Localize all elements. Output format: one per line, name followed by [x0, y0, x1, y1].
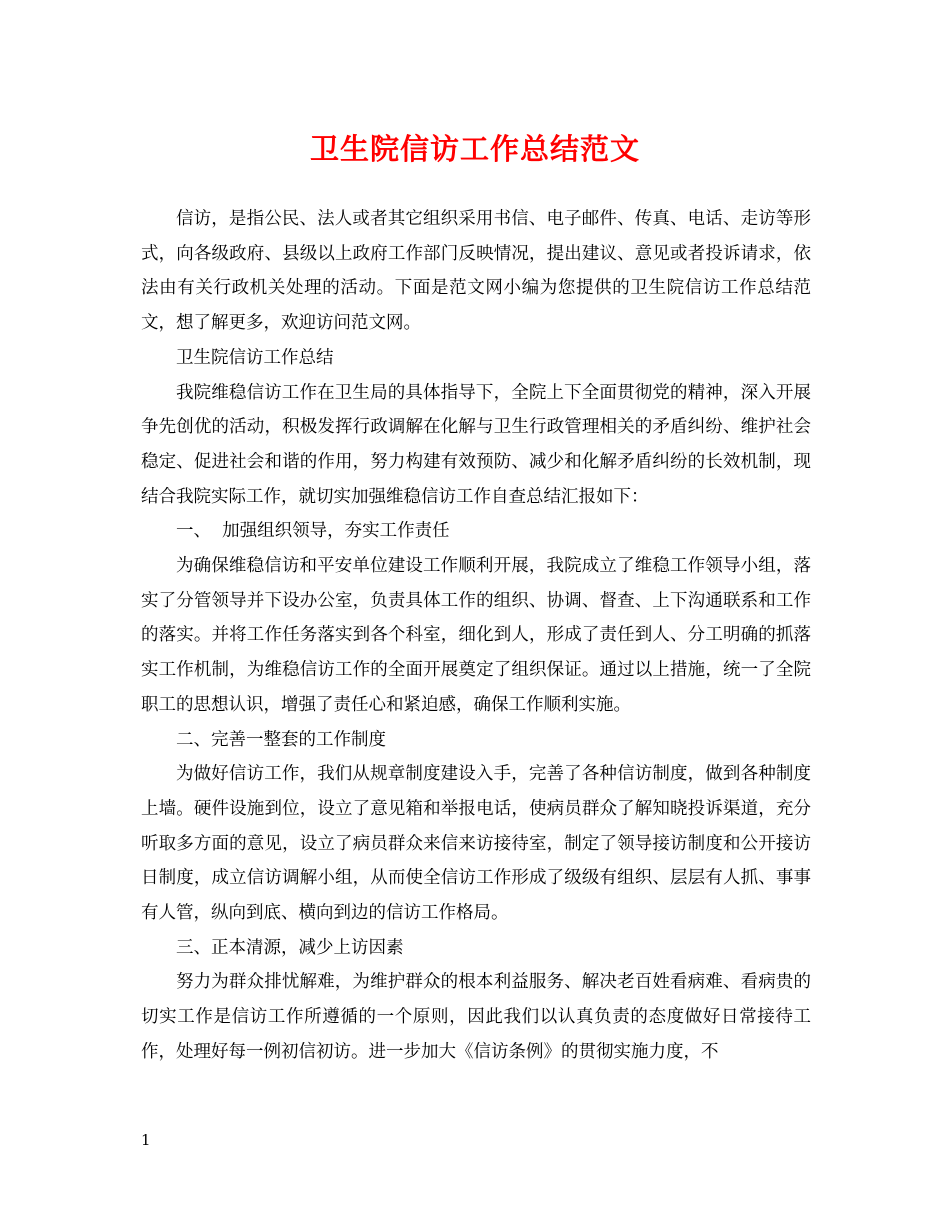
- paragraph-section-3: 努力为群众排忧解难，为维护群众的根本利益服务、解决老百姓看病难、看病贵的切实工作是信访工作所遵循的一个原则，因此我们以认真负责的态度做好日常接待工作，处理好每一例初信初访。进一步加大《信访条例》的贯彻实施力度，不: [141, 972, 811, 1062]
- section-heading-2: 二、完善一整套的工作制度: [176, 729, 386, 750]
- section-heading-3: 三、正本清源，减少上访因素: [176, 937, 404, 958]
- document-title: 卫生院信访工作总结范文: [309, 132, 640, 166]
- page-number: 1: [141, 1131, 151, 1149]
- paragraph-section-1: 为确保维稳信访和平安单位建设工作顺利开展，我院成立了维稳工作领导小组，落实了分管领导并下设办公室，负责具体工作的组织、协调、督查、上下沟通联系和工作的落实。并将工作任务落实到各个科室，细化到人，形成了责任到人、分工明确的抓落实工作机制，为维稳信访工作的全面开展奠定了组织保证。通过以上措施，统一了全院职工的思想认识，增强了责任心和紧迫感，确保工作顺利实施。: [141, 556, 811, 715]
- document-body: [141, 202, 811, 1070]
- paragraph-intro: 信访，是指公民、法人或者其它组织采用书信、电子邮件、传真、电话、走访等形式，向各级政府、县级以上政府工作部门反映情况，提出建议、意见或者投诉请求，依法由有关行政机关处理的活动。下面是范文网小编为您提供的卫生院信访工作总结范文，想了解更多，欢迎访问范文网。: [141, 209, 811, 334]
- paragraph-heading: 卫生院信访工作总结: [176, 347, 334, 368]
- paragraph-section-2: 为做好信访工作，我们从规章制度建设入手，完善了各种信访制度，做到各种制度上墙。硬件设施到位，设立了意见箱和举报电话，使病员群众了解知晓投诉渠道，充分听取多方面的意见，设立了病员群众来信来访接待室，制定了领导接访制度和公开接访日制度，成立信访调解小组，从而使全信访工作形成了级级有组织、层层有人抓、事事有人管，纵向到底、横向到边的信访工作格局。: [141, 764, 811, 924]
- paragraph-overview: 我院维稳信访工作在卫生局的具体指导下，全院上下全面贯彻党的精神，深入开展争先创优的活动，积极发挥行政调解在化解与卫生行政管理相关的矛盾纠纷、维护社会稳定、促进社会和谐的作用，努力构建有效预防、减少和化解矛盾纠纷的长效机制，现结合我院实际工作，就切实加强维稳信访工作自查总结汇报如下：: [141, 382, 811, 507]
- section-heading-1: 一、 加强组织领导，夯实工作责任: [176, 521, 450, 542]
